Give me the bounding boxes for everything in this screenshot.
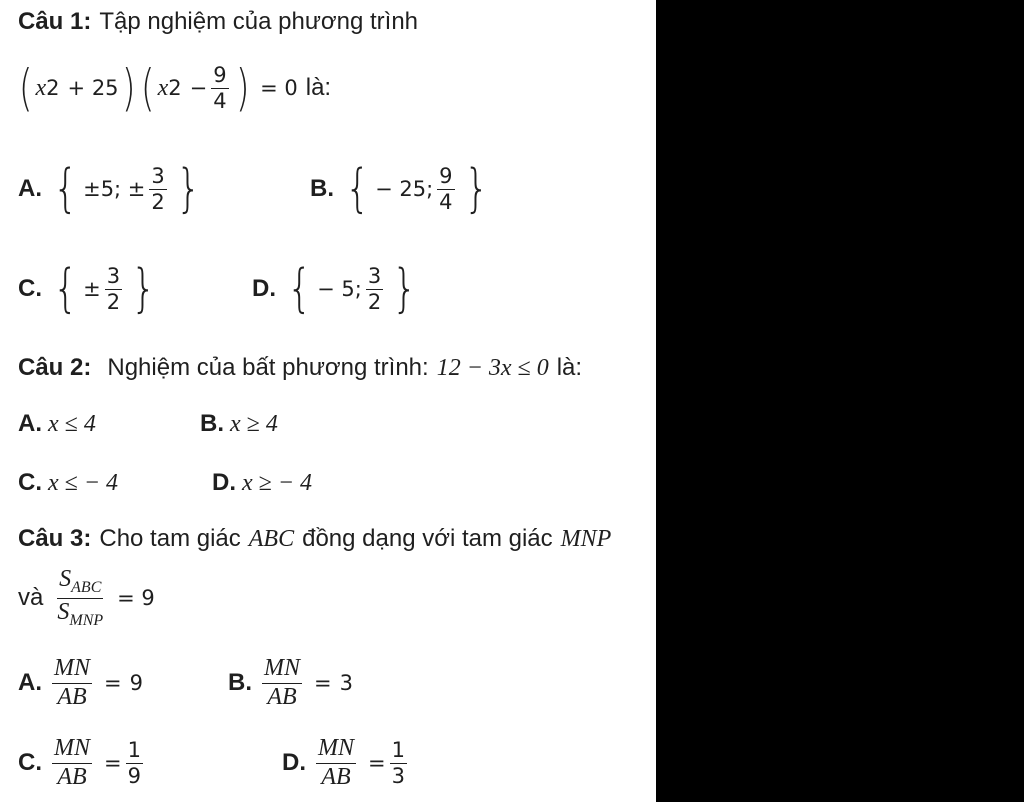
close-brace: } <box>463 159 489 219</box>
question-3-abc: ABC <box>248 525 295 552</box>
q3-option-c-eq: = <box>104 751 122 775</box>
q3-option-d-rhs-den: 3 <box>391 763 405 788</box>
eq-x2: x <box>157 74 169 101</box>
q3-option-a-rhs: 9 <box>129 671 143 695</box>
q3-option-c-den: AB <box>57 763 87 790</box>
question-3-ratio <box>18 562 155 634</box>
q3-option-b-fraction <box>262 656 302 709</box>
q2-option-a-expr: x ≤ 4 <box>48 410 96 437</box>
q1-option-b-fraction <box>437 165 454 212</box>
open-brace: { <box>53 159 78 219</box>
eq-equals-zero: = 0 <box>260 76 298 100</box>
q3-option-b-rhs: 3 <box>339 671 353 695</box>
q2-option-a-label: A. <box>18 410 42 437</box>
question-3-va: và <box>18 584 44 611</box>
q1-option-b-den: 4 <box>439 189 453 214</box>
question-3-mnp: MNP <box>560 525 612 552</box>
q1-option-a-num: 3 <box>151 164 165 189</box>
q1-option-d-pre: − 5; <box>317 277 362 301</box>
q3-option-c-rhs-num: 1 <box>127 738 141 763</box>
question-2-text: Nghiệm của bất phương trình: <box>107 354 429 381</box>
q3-option-d-rhs-fraction <box>390 739 407 786</box>
q3-option-a-num: MN <box>52 656 92 683</box>
q3-option-c[interactable] <box>18 732 147 794</box>
q3-option-a-den: AB <box>57 683 87 710</box>
q2-option-c-expr: x ≤ − 4 <box>48 469 119 496</box>
area-ratio-num <box>57 567 103 599</box>
eq-minus: − <box>189 76 208 100</box>
q3-option-c-rhs-den: 9 <box>127 763 141 788</box>
q1-option-d-num: 3 <box>367 264 382 289</box>
q2-option-b-expr: x ≥ 4 <box>230 410 278 437</box>
question-3-text-1: Cho tam giác <box>99 525 241 552</box>
q3-option-a-label: A. <box>18 669 42 696</box>
eq-fraction <box>211 64 228 111</box>
q3-option-a-fraction <box>52 656 92 709</box>
eq-fraction-num: 9 <box>213 63 227 88</box>
black-panel <box>656 0 1024 802</box>
q3-option-d-label: D. <box>282 749 306 776</box>
q2-option-d-expr: x ≥ − 4 <box>242 469 313 496</box>
q3-option-d-rhs-num: 1 <box>391 738 405 763</box>
q3-option-d-eq: = <box>368 751 386 775</box>
open-paren: ( <box>18 59 33 117</box>
q3-option-a[interactable] <box>18 652 143 714</box>
eq-x1: x <box>35 74 47 101</box>
close-paren: ) <box>121 59 136 117</box>
eq-plus-25: + 25 <box>67 76 119 100</box>
area-ratio-den-sub: MNP <box>69 611 104 629</box>
open-brace: { <box>287 259 312 319</box>
area-ratio-eq: = 9 <box>117 586 155 610</box>
q1-option-b-pre: − 25; <box>375 177 434 201</box>
close-brace: } <box>392 259 418 319</box>
q1-option-c-label: C. <box>18 275 42 302</box>
q1-option-c-pre: ± <box>83 277 101 301</box>
eq-tail: là: <box>305 74 332 101</box>
close-brace: } <box>131 259 157 319</box>
q1-option-a-pre: ±5; ± <box>83 177 146 201</box>
q2-option-c-label: C. <box>18 469 42 496</box>
question-3-heading <box>18 525 611 553</box>
q3-option-d-num: MN <box>316 736 356 763</box>
q1-option-c-den: 2 <box>106 289 121 314</box>
q2-option-d[interactable] <box>212 469 312 497</box>
q3-option-a-eq: = <box>104 671 122 695</box>
question-1-text: Tập nghiệm của phương trình <box>99 8 419 35</box>
open-brace: { <box>345 159 370 219</box>
q3-option-c-label: C. <box>18 749 42 776</box>
area-ratio-den <box>55 599 105 630</box>
q3-option-b-den: AB <box>267 683 297 710</box>
q1-option-a-den: 2 <box>151 189 165 214</box>
q2-option-b[interactable] <box>200 410 278 438</box>
q2-option-c[interactable] <box>18 469 118 497</box>
q1-option-b[interactable] <box>310 158 494 220</box>
question-2-label: Câu 2: <box>18 354 92 381</box>
question-1-heading <box>18 8 418 36</box>
q1-option-a-fraction <box>149 165 166 212</box>
area-ratio-fraction <box>55 567 105 630</box>
q3-option-d[interactable] <box>282 732 411 794</box>
question-2-heading <box>18 354 582 382</box>
area-ratio-den-s: S <box>57 598 70 625</box>
open-paren-2: ( <box>140 59 155 117</box>
q1-option-d-den: 2 <box>367 289 382 314</box>
q2-option-b-label: B. <box>200 410 224 437</box>
q1-option-a[interactable] <box>18 158 206 220</box>
question-2-expr: 12 − 3x ≤ 0 <box>436 354 549 381</box>
q1-option-d[interactable] <box>252 258 422 320</box>
question-3-text-2: đồng dạng với tam giác <box>302 525 553 552</box>
q2-option-d-label: D. <box>212 469 236 496</box>
q3-option-c-fraction <box>52 736 92 789</box>
q1-option-b-label: B. <box>310 175 334 202</box>
q3-option-d-den: AB <box>321 763 351 790</box>
question-1-equation <box>16 58 331 118</box>
q3-option-b-eq: = <box>314 671 332 695</box>
close-paren-2: ) <box>235 59 250 117</box>
q1-option-a-label: A. <box>18 175 42 202</box>
q3-option-b-num: MN <box>262 656 302 683</box>
q1-option-c-num: 3 <box>106 264 121 289</box>
close-brace: } <box>175 159 201 219</box>
area-ratio-num-sub: ABC <box>71 578 102 596</box>
q1-option-c[interactable] <box>18 258 161 320</box>
question-3-label: Câu 3: <box>18 525 92 552</box>
q3-option-b-label: B. <box>228 669 252 696</box>
q1-option-d-fraction <box>366 265 383 312</box>
q1-option-c-fraction <box>105 265 122 312</box>
eq-x1-power: 2 <box>46 76 60 100</box>
q3-option-c-num: MN <box>52 736 92 763</box>
eq-fraction-den: 4 <box>213 88 227 113</box>
q1-option-d-label: D. <box>252 275 276 302</box>
area-ratio-num-s: S <box>59 565 72 592</box>
q3-option-d-fraction <box>316 736 356 789</box>
question-1-label: Câu 1: <box>18 8 92 35</box>
open-brace: { <box>53 259 78 319</box>
question-2-tail: là: <box>556 354 583 381</box>
eq-x2-power: 2 <box>168 76 182 100</box>
q2-option-a[interactable] <box>18 410 96 438</box>
q3-option-b[interactable] <box>228 652 353 714</box>
q1-option-b-num: 9 <box>439 164 453 189</box>
q3-option-c-rhs-fraction <box>126 739 143 786</box>
